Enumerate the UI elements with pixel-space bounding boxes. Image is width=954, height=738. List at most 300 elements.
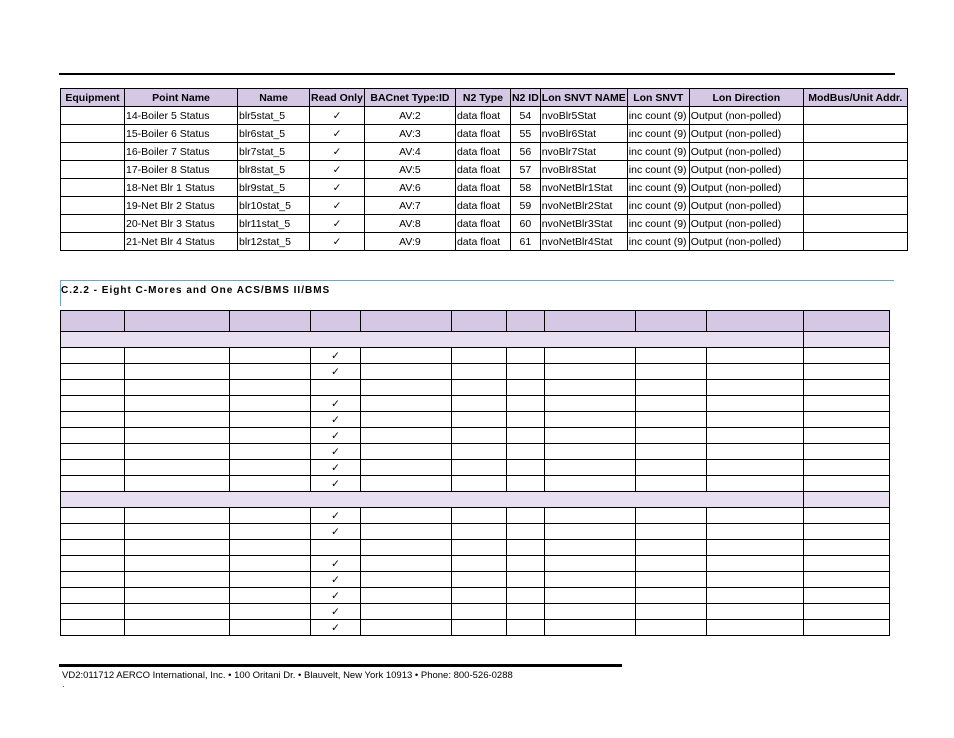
table-cell <box>636 556 707 572</box>
read-only-check: ✓ <box>311 444 361 460</box>
table-cell <box>61 107 125 125</box>
table-row <box>61 476 890 492</box>
table-cell: nvoNetBlr2Stat <box>540 197 627 215</box>
column-header: Lon Direction <box>689 89 803 107</box>
table-cell <box>804 620 890 636</box>
table-cell: 55 <box>510 125 540 143</box>
table-row <box>61 396 890 412</box>
table-cell <box>545 460 636 476</box>
table-cell: Output (non-polled) <box>689 215 803 233</box>
table-cell <box>452 428 507 444</box>
table-cell <box>803 143 907 161</box>
table-cell <box>545 380 636 396</box>
table-cell: Output (non-polled) <box>689 179 803 197</box>
table-cell <box>804 540 890 556</box>
table-cell <box>707 412 804 428</box>
table-cell <box>507 524 545 540</box>
table-cell <box>636 476 707 492</box>
column-header: Point Name <box>125 89 238 107</box>
table-cell: 58 <box>510 179 540 197</box>
section-title: C.2.2 - Eight C-Mores and One ACS/BMS II/BMS <box>60 280 894 306</box>
table-cell <box>61 215 125 233</box>
table-cell <box>230 476 311 492</box>
table-cell <box>452 524 507 540</box>
column-header: ModBus/Unit Addr. <box>803 89 907 107</box>
table-cell: Output (non-polled) <box>689 143 803 161</box>
table-cell <box>361 556 452 572</box>
read-only-check: ✓ <box>311 556 361 572</box>
table-cell <box>636 460 707 476</box>
read-only-check: ✓ <box>310 161 365 179</box>
read-only-check: ✓ <box>310 197 365 215</box>
table-cell: blr11stat_5 <box>238 215 310 233</box>
table-cell <box>361 412 452 428</box>
table-row <box>61 161 908 179</box>
read-only-check: ✓ <box>311 412 361 428</box>
table-row <box>61 588 890 604</box>
table-row <box>61 540 890 556</box>
table-cell <box>125 508 230 524</box>
table-cell <box>230 364 311 380</box>
table-cell <box>125 572 230 588</box>
table-cell <box>452 556 507 572</box>
table-cell <box>545 428 636 444</box>
column-header: Lon SNVT <box>627 89 689 107</box>
read-only-check: ✓ <box>310 179 365 197</box>
table-cell: Output (non-polled) <box>689 107 803 125</box>
table-cell <box>804 428 890 444</box>
table-cell <box>804 588 890 604</box>
table-row <box>61 348 890 364</box>
table-cell: 14-Boiler 5 Status <box>125 107 238 125</box>
table-cell: data float <box>455 161 510 179</box>
table-cell <box>125 556 230 572</box>
table-cell <box>61 604 125 620</box>
table-cell <box>361 620 452 636</box>
table-row <box>61 364 890 380</box>
table-cell <box>545 348 636 364</box>
table-cell <box>507 396 545 412</box>
table-row <box>61 412 890 428</box>
table-cell: blr10stat_5 <box>238 197 310 215</box>
table-cell <box>804 572 890 588</box>
table-cell <box>545 572 636 588</box>
table-row <box>61 572 890 588</box>
table-cell <box>803 179 907 197</box>
section-cell <box>804 332 890 348</box>
table-cell <box>61 428 125 444</box>
table-cell <box>61 161 125 179</box>
table-cell <box>803 161 907 179</box>
table-cell <box>545 444 636 460</box>
table-cell <box>61 125 125 143</box>
empty-points-table <box>60 310 890 636</box>
table-cell <box>507 604 545 620</box>
table-cell: data float <box>455 143 510 161</box>
table-cell <box>452 540 507 556</box>
table-cell <box>230 460 311 476</box>
footer-mark: · <box>62 682 65 691</box>
table-cell <box>707 364 804 380</box>
table-cell <box>803 107 907 125</box>
table-cell <box>545 508 636 524</box>
table-cell <box>125 604 230 620</box>
top-rule <box>59 73 895 75</box>
table-cell <box>507 572 545 588</box>
table-cell <box>507 348 545 364</box>
table-cell <box>61 540 125 556</box>
table-cell <box>230 396 311 412</box>
table-cell <box>61 444 125 460</box>
table-cell <box>230 524 311 540</box>
table-cell <box>125 348 230 364</box>
table-cell: AV:3 <box>364 125 455 143</box>
table-cell <box>125 524 230 540</box>
table-cell <box>636 348 707 364</box>
table-cell <box>452 604 507 620</box>
table-cell <box>804 412 890 428</box>
read-only-check: ✓ <box>310 143 365 161</box>
table-cell <box>804 604 890 620</box>
table-cell: Output (non-polled) <box>689 161 803 179</box>
table-cell <box>61 588 125 604</box>
table-cell: 59 <box>510 197 540 215</box>
read-only-check: ✓ <box>311 396 361 412</box>
read-only-check: ✓ <box>311 476 361 492</box>
table-cell: AV:7 <box>364 197 455 215</box>
table-cell <box>452 348 507 364</box>
table-cell <box>61 620 125 636</box>
table-cell <box>545 364 636 380</box>
table-cell <box>804 508 890 524</box>
read-only-check: ✓ <box>310 107 365 125</box>
table-cell <box>803 197 907 215</box>
table-cell: 16-Boiler 7 Status <box>125 143 238 161</box>
table-cell <box>545 396 636 412</box>
table-cell: 21-Net Blr 4 Status <box>125 233 238 251</box>
table-cell <box>507 380 545 396</box>
table-cell <box>230 604 311 620</box>
column-header: Read Only <box>310 89 365 107</box>
table-row <box>61 233 908 251</box>
table-cell: data float <box>455 215 510 233</box>
section-cell <box>61 332 804 348</box>
table-cell <box>452 380 507 396</box>
table-cell <box>707 444 804 460</box>
table-cell <box>804 364 890 380</box>
table-cell: AV:8 <box>364 215 455 233</box>
table-cell <box>452 476 507 492</box>
empty-points-table-header <box>61 311 890 332</box>
table-cell <box>804 380 890 396</box>
table-cell <box>361 348 452 364</box>
table-cell: nvoNetBlr1Stat <box>540 179 627 197</box>
table-cell: AV:2 <box>364 107 455 125</box>
table-cell <box>707 396 804 412</box>
table-cell <box>230 556 311 572</box>
table-cell: 54 <box>510 107 540 125</box>
table-cell <box>707 348 804 364</box>
table-cell <box>545 412 636 428</box>
table-cell <box>452 460 507 476</box>
table-row <box>61 179 908 197</box>
table-row <box>61 620 890 636</box>
table-cell: inc count (9) <box>627 143 689 161</box>
table-cell: 20-Net Blr 3 Status <box>125 215 238 233</box>
table-cell <box>125 588 230 604</box>
table-cell <box>507 460 545 476</box>
table-cell <box>804 524 890 540</box>
table-cell: AV:4 <box>364 143 455 161</box>
table-cell <box>125 412 230 428</box>
table-cell <box>507 508 545 524</box>
table-cell <box>61 460 125 476</box>
table-cell: inc count (9) <box>627 107 689 125</box>
table-cell <box>507 556 545 572</box>
table-cell <box>545 620 636 636</box>
table-row <box>61 380 890 396</box>
read-only-check: ✓ <box>310 125 365 143</box>
table-cell <box>636 540 707 556</box>
read-only-check <box>311 380 361 396</box>
table-cell <box>61 348 125 364</box>
read-only-check: ✓ <box>311 524 361 540</box>
table-cell: data float <box>455 179 510 197</box>
table-row <box>61 428 890 444</box>
table-cell <box>507 364 545 380</box>
table-cell: nvoNetBlr3Stat <box>540 215 627 233</box>
table-cell <box>61 412 125 428</box>
table-cell: AV:5 <box>364 161 455 179</box>
table-cell: inc count (9) <box>627 197 689 215</box>
table-cell: Output (non-polled) <box>689 197 803 215</box>
table-cell <box>361 396 452 412</box>
table-cell <box>507 540 545 556</box>
table-cell: 56 <box>510 143 540 161</box>
table-cell <box>125 476 230 492</box>
table-cell <box>230 588 311 604</box>
table-cell: inc count (9) <box>627 179 689 197</box>
table-cell <box>707 508 804 524</box>
column-header: N2 Type <box>455 89 510 107</box>
column-header: Name <box>238 89 310 107</box>
table-cell: inc count (9) <box>627 125 689 143</box>
table-cell: inc count (9) <box>627 215 689 233</box>
table-cell: Output (non-polled) <box>689 233 803 251</box>
table-cell <box>361 508 452 524</box>
table-cell <box>452 620 507 636</box>
table-cell <box>707 540 804 556</box>
table-cell: nvoNetBlr4Stat <box>540 233 627 251</box>
table-cell <box>361 428 452 444</box>
table-cell <box>230 412 311 428</box>
table-row <box>61 524 890 540</box>
table-cell <box>125 620 230 636</box>
table-row <box>61 556 890 572</box>
table-cell <box>452 572 507 588</box>
table-cell: data float <box>455 197 510 215</box>
read-only-check: ✓ <box>311 604 361 620</box>
table-row <box>61 604 890 620</box>
table-cell: blr6stat_5 <box>238 125 310 143</box>
points-table <box>60 88 908 251</box>
table-cell <box>507 476 545 492</box>
read-only-check: ✓ <box>311 460 361 476</box>
table-cell <box>507 588 545 604</box>
table-cell <box>707 620 804 636</box>
table-cell: nvoBlr5Stat <box>540 107 627 125</box>
table-cell <box>804 348 890 364</box>
table-cell <box>507 620 545 636</box>
read-only-check: ✓ <box>311 508 361 524</box>
table-cell <box>545 540 636 556</box>
table-cell: 15-Boiler 6 Status <box>125 125 238 143</box>
table-cell: nvoBlr7Stat <box>540 143 627 161</box>
table-cell <box>61 380 125 396</box>
table-cell: 60 <box>510 215 540 233</box>
read-only-check: ✓ <box>311 348 361 364</box>
table-cell <box>707 428 804 444</box>
table-cell <box>804 460 890 476</box>
table-cell <box>61 556 125 572</box>
table-cell <box>61 179 125 197</box>
table-cell <box>636 524 707 540</box>
table-cell: 61 <box>510 233 540 251</box>
table-cell <box>361 540 452 556</box>
table-row <box>61 508 890 524</box>
table-cell: AV:9 <box>364 233 455 251</box>
table-cell: 18-Net Blr 1 Status <box>125 179 238 197</box>
table-cell <box>804 444 890 460</box>
table-cell <box>452 508 507 524</box>
points-table-header <box>61 89 908 107</box>
table-cell <box>452 588 507 604</box>
read-only-check: ✓ <box>310 233 365 251</box>
table-cell: inc count (9) <box>627 233 689 251</box>
table-cell <box>230 620 311 636</box>
table-cell <box>636 508 707 524</box>
table-cell <box>545 556 636 572</box>
table-cell <box>452 444 507 460</box>
footer-text: VD2:011712 AERCO International, Inc. • 100 Oritani Dr. • Blauvelt, New York 10913 • Phone: 800-526-0288 <box>62 670 513 681</box>
table-cell <box>361 460 452 476</box>
table-cell <box>125 444 230 460</box>
table-cell <box>61 476 125 492</box>
table-cell <box>361 364 452 380</box>
table-cell <box>636 604 707 620</box>
table-cell <box>545 604 636 620</box>
table-cell <box>61 233 125 251</box>
table-cell <box>61 508 125 524</box>
table-cell: 17-Boiler 8 Status <box>125 161 238 179</box>
table-cell <box>361 572 452 588</box>
table-cell <box>636 412 707 428</box>
table-cell <box>61 524 125 540</box>
table-cell <box>707 524 804 540</box>
table-cell <box>452 412 507 428</box>
table-cell <box>230 380 311 396</box>
table-cell: inc count (9) <box>627 161 689 179</box>
table-row <box>61 125 908 143</box>
table-cell <box>125 540 230 556</box>
table-cell <box>361 444 452 460</box>
table-cell <box>61 143 125 161</box>
section-cell <box>61 492 804 508</box>
table-cell <box>707 556 804 572</box>
table-cell <box>804 476 890 492</box>
table-cell: Output (non-polled) <box>689 125 803 143</box>
table-cell <box>707 588 804 604</box>
table-cell <box>230 540 311 556</box>
table-cell <box>452 396 507 412</box>
read-only-check: ✓ <box>310 215 365 233</box>
table-cell <box>361 604 452 620</box>
table-cell <box>803 125 907 143</box>
table-cell <box>230 572 311 588</box>
table-row <box>61 444 890 460</box>
table-cell <box>125 396 230 412</box>
table-cell: nvoBlr8Stat <box>540 161 627 179</box>
section-row <box>61 332 890 348</box>
read-only-check: ✓ <box>311 620 361 636</box>
column-header: N2 ID <box>510 89 540 107</box>
table-cell <box>804 396 890 412</box>
table-cell <box>707 604 804 620</box>
table-cell <box>507 412 545 428</box>
table-cell <box>707 572 804 588</box>
read-only-check <box>311 540 361 556</box>
table-cell: AV:6 <box>364 179 455 197</box>
table-cell <box>125 428 230 444</box>
table-cell: blr12stat_5 <box>238 233 310 251</box>
table-cell <box>61 197 125 215</box>
table-cell <box>125 364 230 380</box>
table-cell <box>636 396 707 412</box>
table-cell: data float <box>455 107 510 125</box>
table-cell: data float <box>455 233 510 251</box>
table-cell <box>230 444 311 460</box>
table-cell <box>361 380 452 396</box>
table-cell <box>545 524 636 540</box>
section-row <box>61 492 890 508</box>
section-cell <box>804 492 890 508</box>
table-cell <box>707 380 804 396</box>
table-cell <box>636 380 707 396</box>
table-cell: 57 <box>510 161 540 179</box>
table-cell <box>361 588 452 604</box>
read-only-check: ✓ <box>311 572 361 588</box>
column-header: BACnet Type:ID <box>364 89 455 107</box>
read-only-check: ✓ <box>311 364 361 380</box>
table-cell <box>61 572 125 588</box>
table-cell <box>636 620 707 636</box>
table-cell <box>804 556 890 572</box>
table-cell <box>230 348 311 364</box>
table-cell <box>230 508 311 524</box>
table-cell <box>803 215 907 233</box>
read-only-check: ✓ <box>311 428 361 444</box>
table-row <box>61 143 908 161</box>
table-cell <box>61 364 125 380</box>
table-cell <box>452 364 507 380</box>
table-cell <box>707 460 804 476</box>
table-cell: blr5stat_5 <box>238 107 310 125</box>
table-cell <box>125 380 230 396</box>
table-cell: blr8stat_5 <box>238 161 310 179</box>
table-cell <box>707 476 804 492</box>
table-cell <box>230 428 311 444</box>
table-cell <box>636 364 707 380</box>
